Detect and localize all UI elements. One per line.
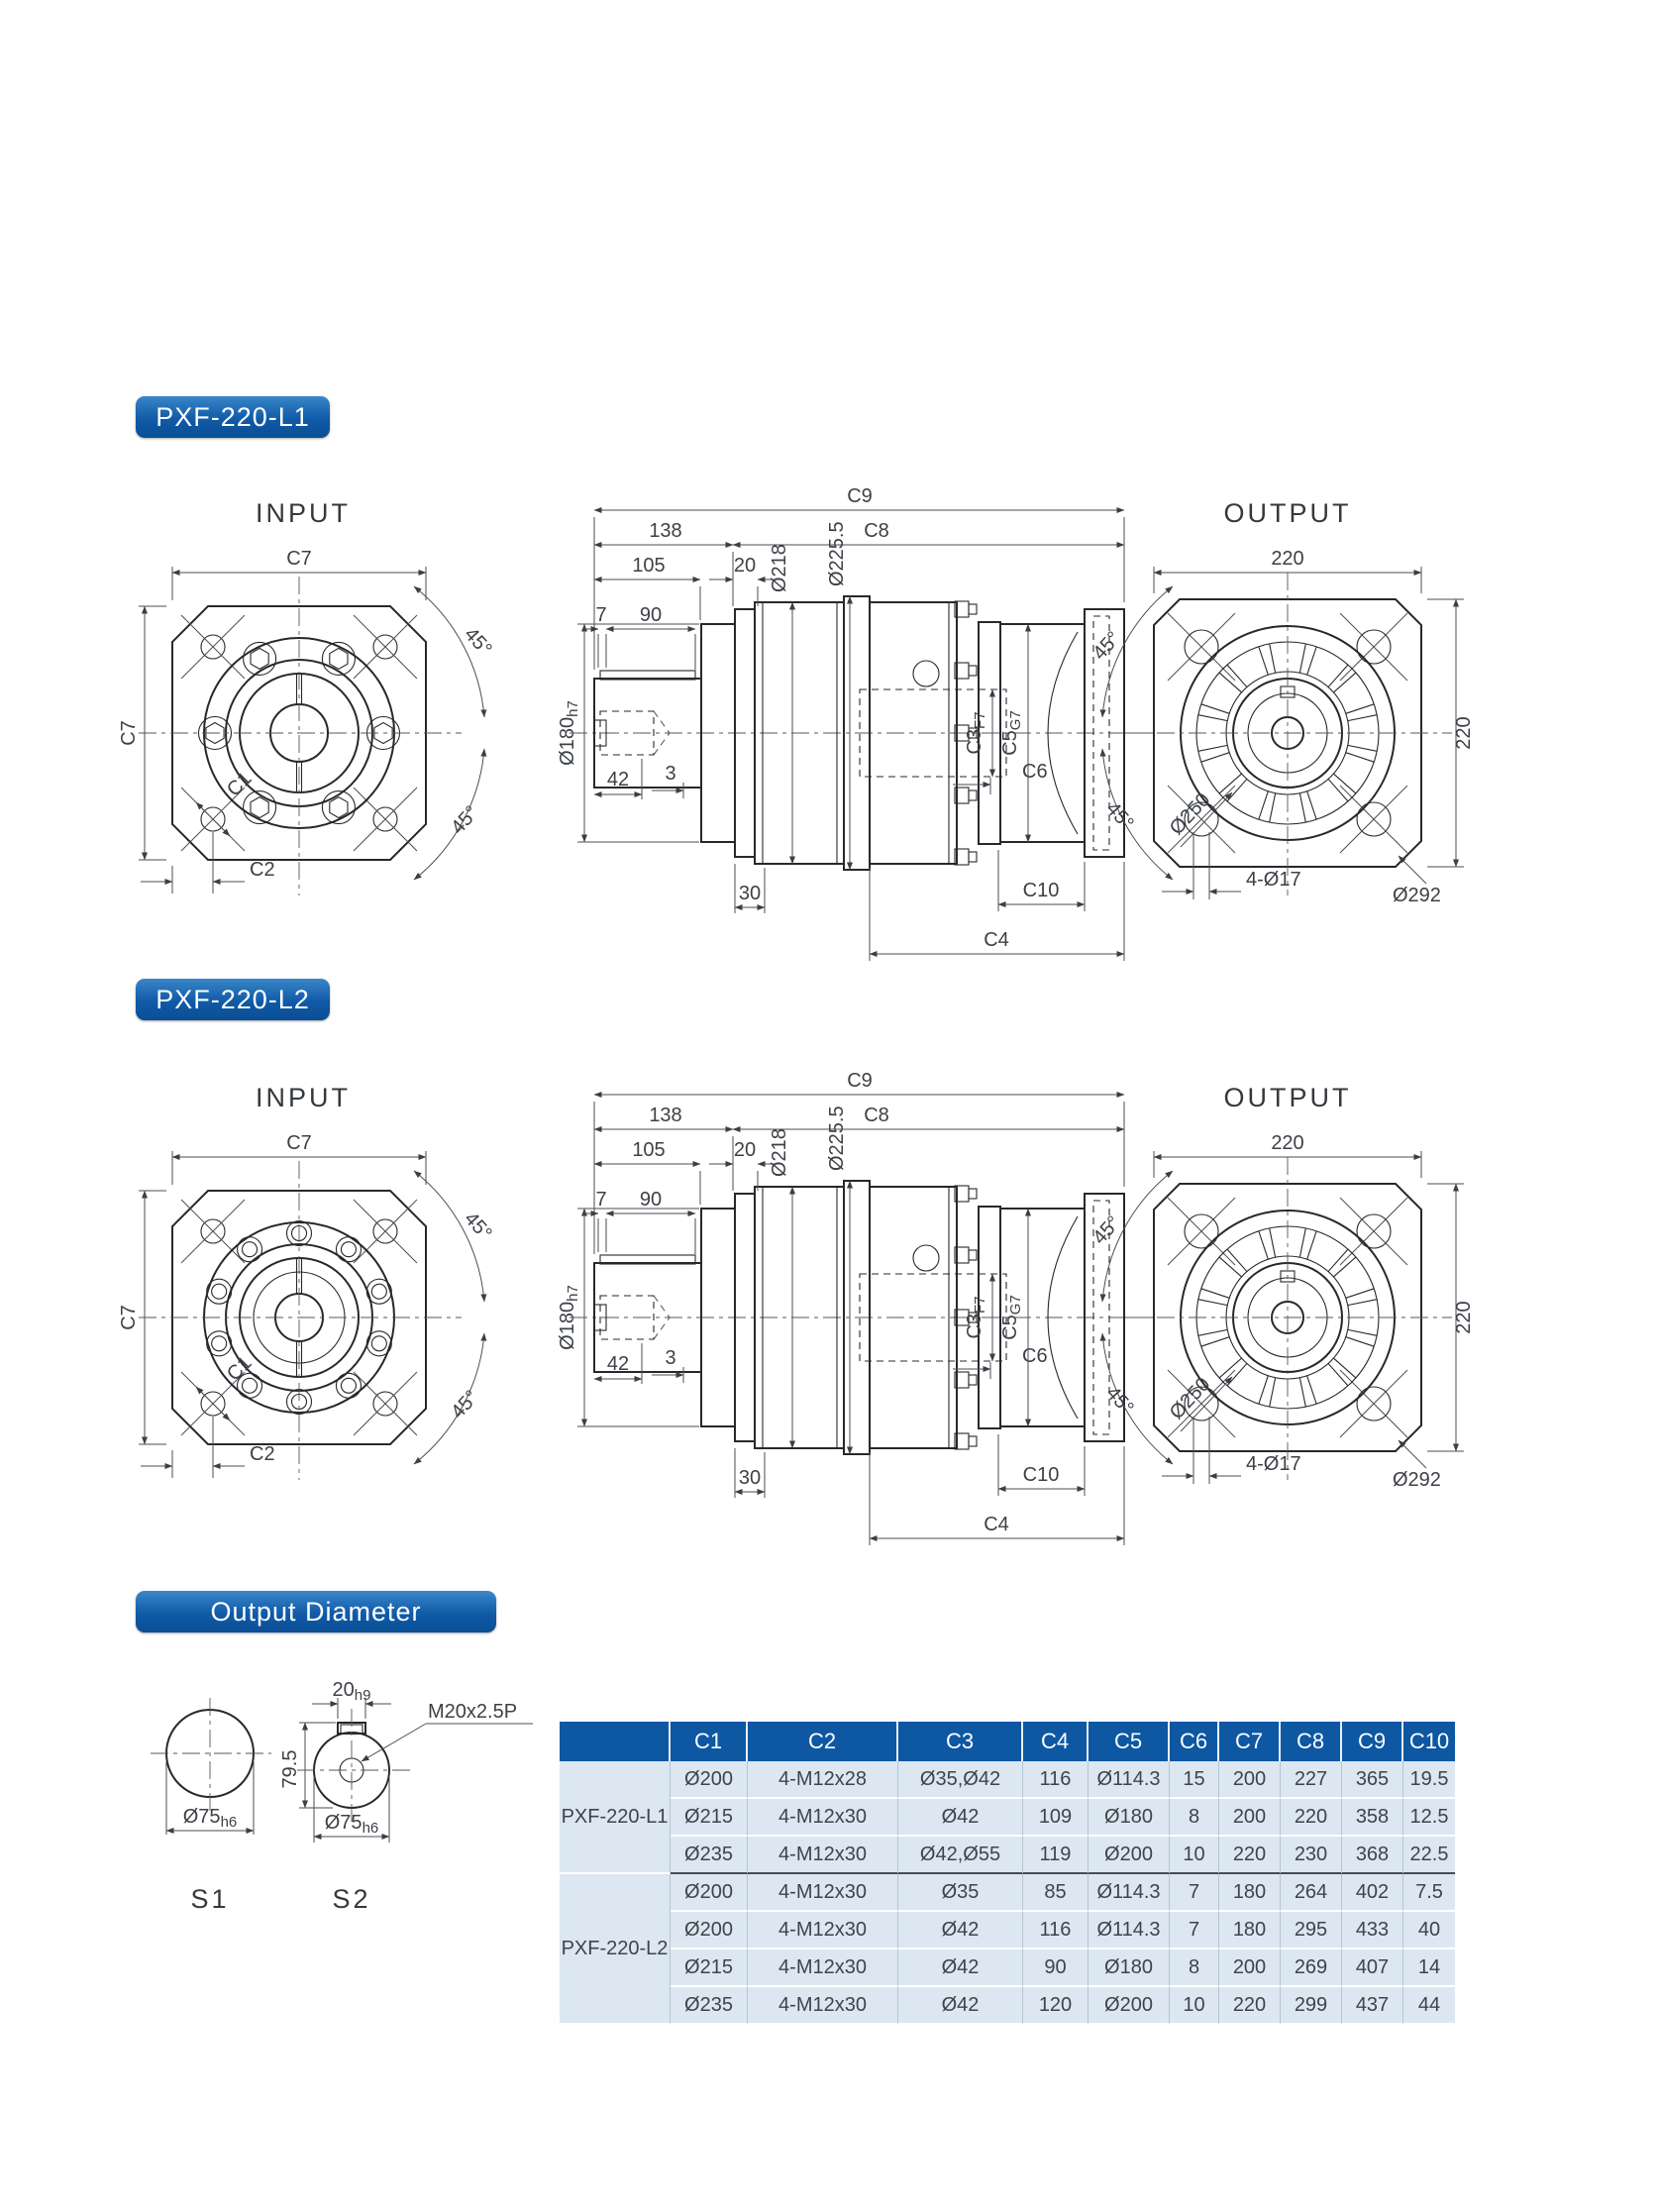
column-header: C8 — [1281, 1722, 1342, 1761]
table-cell: Ø114.3 — [1089, 1761, 1170, 1799]
table-cell: Ø35 — [898, 1874, 1023, 1912]
table-cell: Ø114.3 — [1089, 1874, 1170, 1912]
table-cell: Ø200 — [671, 1874, 748, 1912]
table-cell: Ø42 — [898, 1949, 1023, 1987]
table-cell: 120 — [1023, 1987, 1089, 2025]
dim-label: C8 — [864, 520, 889, 542]
dim-label: 138 — [649, 520, 682, 542]
table-cell: 200 — [1219, 1761, 1281, 1799]
table-cell: 109 — [1023, 1799, 1089, 1837]
dim-label: $C3_{F7}$ — [964, 711, 988, 755]
table-head — [560, 1722, 1455, 1761]
table-cell: 7.5 — [1403, 1874, 1455, 1912]
table-cell: 295 — [1281, 1912, 1342, 1949]
dim-label: C6 — [1022, 761, 1048, 783]
table-cell: 4-M12x28 — [748, 1761, 898, 1799]
input-view — [118, 548, 496, 895]
table-cell: Ø200 — [1089, 1987, 1170, 2025]
dim-label: $20_{h9}$ — [332, 1679, 371, 1704]
table-cell: Ø235 — [671, 1987, 748, 2025]
dim-label: 138 — [649, 1105, 682, 1126]
model-badge-label: PXF-220-L2 — [156, 984, 310, 1014]
dim-label: 105 — [632, 555, 666, 577]
dim-label: 90 — [639, 1189, 663, 1211]
dim-label: 20 — [733, 1139, 757, 1161]
table-cell: 437 — [1342, 1987, 1403, 2025]
dim-label: 7 — [595, 604, 607, 626]
dim-label: Ø225.5 — [826, 521, 848, 586]
dim-label: $Ø75_{h6}$ — [324, 1812, 379, 1837]
dim-label: $Ø180_{h7}$ — [557, 1285, 581, 1350]
dim-label: Ø292 — [1393, 885, 1441, 906]
table-cell: 407 — [1342, 1949, 1403, 1987]
column-header: C7 — [1219, 1722, 1281, 1761]
input-view-title: INPUT — [256, 1083, 351, 1112]
table-cell: 19.5 — [1403, 1761, 1455, 1799]
dim-label: 45° — [1089, 1211, 1125, 1249]
table-cell: 402 — [1342, 1874, 1403, 1912]
dim-label: 45° — [447, 1386, 483, 1423]
dim-label: 4-Ø17 — [1246, 1453, 1301, 1475]
output-view-title: OUTPUT — [1223, 1083, 1352, 1112]
dim-label: 220 — [1271, 548, 1304, 570]
dim-label: C7 — [286, 548, 312, 570]
table-cell: 22.5 — [1403, 1837, 1455, 1874]
shaft-s1-label: S1 — [190, 1884, 230, 1914]
table-cell: 220 — [1219, 1837, 1281, 1874]
shaft-options — [151, 1679, 533, 1914]
dim-label: $Ø180_{h7}$ — [557, 700, 581, 766]
table-cell: 10 — [1170, 1987, 1219, 2025]
thread-label: M20x2.5P — [428, 1701, 518, 1723]
column-header: C9 — [1342, 1722, 1403, 1761]
table-cell: Ø42 — [898, 1799, 1023, 1837]
dim-label: 90 — [639, 604, 663, 626]
shaft-s2-label: S2 — [332, 1884, 371, 1914]
table-row — [560, 1912, 1455, 1949]
dim-label: 220 — [1453, 1301, 1475, 1334]
dim-label: Ø250 — [1165, 789, 1215, 840]
table-cell: Ø42,Ø55 — [898, 1837, 1023, 1874]
output-shaft-options-drawing — [59, 1674, 555, 1951]
dim-label: Ø218 — [769, 1128, 790, 1177]
table-cell: 10 — [1170, 1837, 1219, 1874]
dim-label: 79.5 — [279, 1749, 301, 1789]
column-header: C10 — [1403, 1722, 1455, 1761]
dim-label: 45° — [460, 623, 496, 661]
model-badge-label: PXF-220-L1 — [156, 401, 310, 432]
table-cell: 4-M12x30 — [748, 1874, 898, 1912]
table-cell: 180 — [1219, 1912, 1281, 1949]
table-cell: Ø200 — [1089, 1837, 1170, 1874]
table-cell: 4-M12x30 — [748, 1799, 898, 1837]
dim-label: 220 — [1271, 1132, 1304, 1154]
table-cell: 15 — [1170, 1761, 1219, 1799]
input-view — [118, 1132, 496, 1480]
dim-label: 45° — [1101, 797, 1138, 835]
table-cell: Ø215 — [671, 1949, 748, 1987]
column-header: C3 — [898, 1722, 1023, 1761]
table-cell: Ø235 — [671, 1837, 748, 1874]
side-view — [557, 485, 1154, 961]
model-group-cell: PXF-220-L2 — [560, 1874, 671, 2025]
dim-label: C7 — [286, 1132, 312, 1154]
table-cell: 14 — [1403, 1949, 1455, 1987]
table-cell: 368 — [1342, 1837, 1403, 1874]
table-cell: 227 — [1281, 1761, 1342, 1799]
dim-label: $Ø75_{h6}$ — [182, 1806, 238, 1831]
table-cell: Ø35,Ø42 — [898, 1761, 1023, 1799]
dim-label: C7 — [118, 1305, 140, 1330]
dim-label: C7 — [118, 720, 140, 746]
table-cell: 269 — [1281, 1949, 1342, 1987]
input-view-title: INPUT — [256, 498, 351, 528]
dim-label: $C3_{F7}$ — [964, 1296, 988, 1339]
table-cell: 44 — [1403, 1987, 1455, 2025]
table-cell: Ø180 — [1089, 1799, 1170, 1837]
dim-label: C9 — [847, 485, 873, 507]
table-row — [560, 1761, 1455, 1799]
table-cell: 4-M12x30 — [748, 1837, 898, 1874]
dim-label: 3 — [665, 1347, 676, 1369]
table-cell: 7 — [1170, 1912, 1219, 1949]
table-row — [560, 1837, 1455, 1874]
dim-label: C4 — [984, 1514, 1009, 1535]
table-row — [560, 1874, 1455, 1912]
table-cell: 90 — [1023, 1949, 1089, 1987]
table-row — [560, 1799, 1455, 1837]
output-view — [1089, 548, 1475, 906]
column-header: C2 — [748, 1722, 898, 1761]
side-view — [557, 1070, 1154, 1545]
table-cell: 116 — [1023, 1912, 1089, 1949]
pxf-220-l1-drawings — [0, 475, 1659, 971]
dim-label: Ø292 — [1393, 1469, 1441, 1491]
table-cell: 8 — [1170, 1949, 1219, 1987]
table-cell: 7 — [1170, 1874, 1219, 1912]
table-cell: Ø42 — [898, 1912, 1023, 1949]
table-cell: Ø215 — [671, 1799, 748, 1837]
dim-label: Ø218 — [769, 544, 790, 592]
table-body — [560, 1761, 1455, 2025]
table-cell: Ø180 — [1089, 1949, 1170, 1987]
dim-label: Ø250 — [1165, 1373, 1215, 1424]
pxf-220-l2-drawings — [0, 1060, 1659, 1555]
table-cell: Ø42 — [898, 1987, 1023, 2025]
column-header: C6 — [1170, 1722, 1219, 1761]
table-cell: 230 — [1281, 1837, 1342, 1874]
dim-label: 3 — [665, 763, 676, 785]
dim-label: 42 — [606, 1353, 630, 1375]
dim-label: C9 — [847, 1070, 873, 1092]
model-badge-pxf-220-l2 — [136, 979, 330, 1020]
table-cell: 40 — [1403, 1912, 1455, 1949]
model-group-cell: PXF-220-L1 — [560, 1761, 671, 1874]
table-cell: 12.5 — [1403, 1799, 1455, 1837]
table-cell: 4-M12x30 — [748, 1987, 898, 2025]
column-header: C4 — [1023, 1722, 1089, 1761]
dim-label: $C5_{G7}$ — [999, 1295, 1024, 1340]
output-diameter-badge — [136, 1591, 496, 1633]
dim-label: 7 — [595, 1189, 607, 1211]
table-cell: 116 — [1023, 1761, 1089, 1799]
dim-label: C1 — [222, 1351, 257, 1386]
dim-label: 20 — [733, 555, 757, 577]
table-cell: 85 — [1023, 1874, 1089, 1912]
table-cell: 220 — [1281, 1799, 1342, 1837]
table-cell: 200 — [1219, 1949, 1281, 1987]
dim-label: 45° — [460, 1208, 496, 1245]
table-cell: 264 — [1281, 1874, 1342, 1912]
dim-label: 45° — [1101, 1382, 1138, 1420]
dim-label: 30 — [738, 1467, 762, 1489]
table-row — [560, 1987, 1455, 2025]
column-header: C1 — [671, 1722, 748, 1761]
dim-label: C6 — [1022, 1345, 1048, 1367]
dim-label: Ø225.5 — [826, 1106, 848, 1171]
table-cell: Ø200 — [671, 1912, 748, 1949]
table-cell: 119 — [1023, 1837, 1089, 1874]
table-cell: 8 — [1170, 1799, 1219, 1837]
dim-label: 45° — [1089, 627, 1125, 665]
dim-label: C1 — [222, 767, 257, 801]
output-diameter-badge-label: Output Diameter — [210, 1596, 422, 1627]
dim-label: 4-Ø17 — [1246, 869, 1301, 891]
table-cell: Ø114.3 — [1089, 1912, 1170, 1949]
dimensions-table — [560, 1722, 1455, 2025]
dim-label: C10 — [1022, 880, 1060, 901]
table-cell: 200 — [1219, 1799, 1281, 1837]
dim-label: C2 — [250, 1443, 275, 1465]
dim-label: C10 — [1022, 1464, 1060, 1486]
table-cell: Ø200 — [671, 1761, 748, 1799]
dim-label: 30 — [738, 883, 762, 904]
dim-label: C8 — [864, 1105, 889, 1126]
table-cell: 220 — [1219, 1987, 1281, 2025]
dim-label: 220 — [1453, 716, 1475, 750]
table-cell: 180 — [1219, 1874, 1281, 1912]
table-cell: 299 — [1281, 1987, 1342, 2025]
table-row — [560, 1949, 1455, 1987]
column-header: C5 — [1089, 1722, 1170, 1761]
output-view-title: OUTPUT — [1223, 498, 1352, 528]
dim-label: 105 — [632, 1139, 666, 1161]
table-cell: 433 — [1342, 1912, 1403, 1949]
table-cell: 4-M12x30 — [748, 1912, 898, 1949]
model-badge-pxf-220-l1 — [136, 396, 330, 438]
column-header — [560, 1722, 671, 1761]
table-header-row — [560, 1722, 1455, 1761]
dim-label: C2 — [250, 859, 275, 881]
dim-label: 42 — [606, 769, 630, 790]
table-cell: 358 — [1342, 1799, 1403, 1837]
dim-label: C4 — [984, 929, 1009, 951]
table-cell: 365 — [1342, 1761, 1403, 1799]
dim-label: 45° — [447, 801, 483, 839]
output-view — [1089, 1132, 1475, 1491]
dim-label: $C5_{G7}$ — [999, 710, 1024, 756]
table-cell: 4-M12x30 — [748, 1949, 898, 1987]
